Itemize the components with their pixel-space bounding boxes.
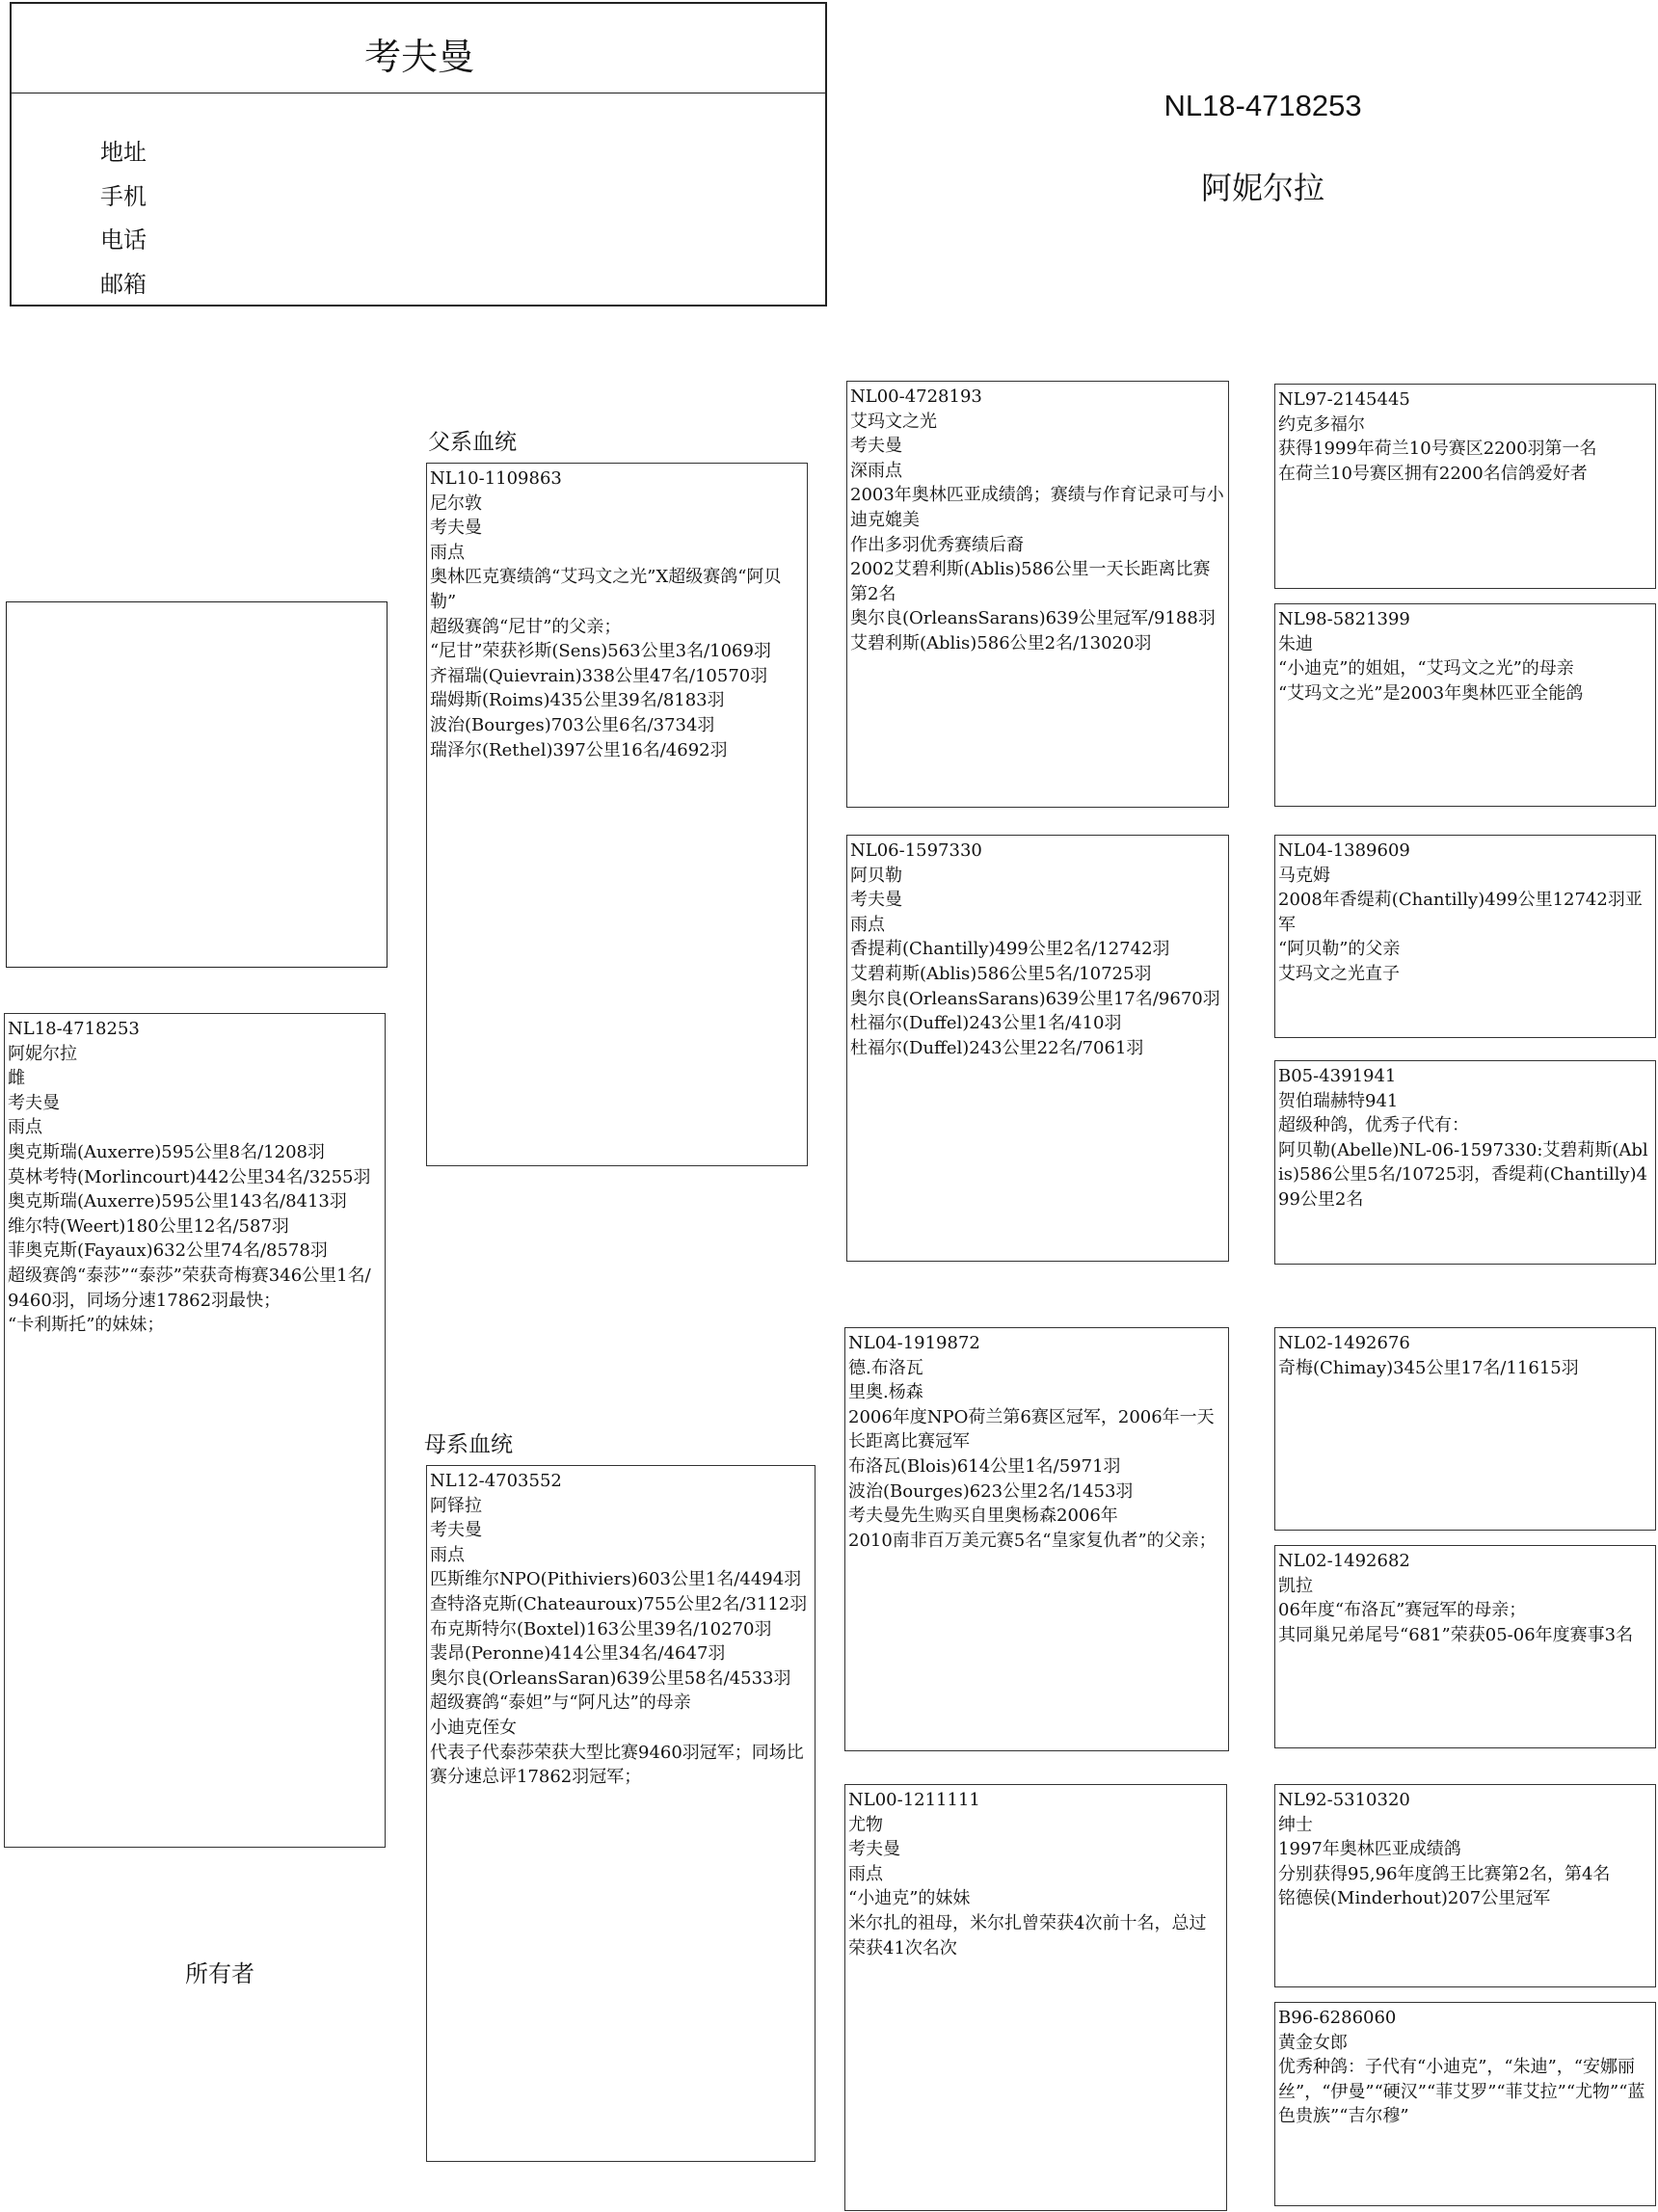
card-text-line: 考夫曼	[430, 1520, 482, 1541]
card-text-line: “艾玛文之光”是2003年奥林匹亚全能鸽	[1278, 682, 1584, 704]
pedigree-card-sire-sire	[846, 381, 1229, 808]
card-text-line: 裴昂(Peronne)414公里34名/4647羽	[430, 1643, 726, 1665]
card-text-line: “尼甘”荣获衫斯(Sens)563公里3名/1069羽	[430, 641, 771, 662]
card-ring-number: B05-4391941	[1278, 1066, 1397, 1086]
card-text-line: 绅士	[1278, 1814, 1313, 1835]
pigeon-ring-number: NL18-4718253	[1163, 89, 1362, 122]
card-ring-number: NL97-2145445	[1278, 389, 1410, 410]
card-text-line: 铭德侯(Minderhout)207公里冠军	[1278, 1888, 1551, 1909]
card-text-line: 作出多羽优秀赛绩后裔	[850, 534, 1024, 555]
card-text-line: 米尔扎的祖母，米尔扎曾荣获4次前十名，总过荣获41次名次	[848, 1912, 1207, 1959]
card-text-line: 雌	[8, 1068, 25, 1089]
card-text-line: 代表子代泰莎荣获大型比赛9460羽冠军；同场比赛分速总评17862羽冠军；	[430, 1742, 804, 1788]
card-text-line: 匹斯维尔NPO(Pithiviers)603公里1名/4494羽	[430, 1569, 802, 1590]
card-ring-number: NL02-1492682	[1278, 1551, 1410, 1571]
card-text-line: 考夫曼	[850, 436, 902, 457]
card-text-line: 阿贝勒	[850, 865, 902, 886]
card-text-line: 获得1999年荷兰10号赛区2200羽第一名	[1278, 439, 1597, 460]
card-text-line: 雨点	[850, 914, 885, 935]
card-text-line: 2010南非百万美元赛5名“皇家复仇者”的父亲；	[848, 1530, 1217, 1551]
card-text-line: 奥尔良(OrleansSarans)639公里17名/9670羽	[850, 988, 1220, 1009]
card-text-line: 尤物	[848, 1814, 883, 1835]
card-text-line: 尼尔敦	[430, 493, 482, 514]
card-text-line: 奇梅(Chimay)345公里17名/11615羽	[1278, 1357, 1579, 1378]
pedigree-card-dam	[426, 1465, 816, 2162]
card-text-line: 奥尔良(OrleansSaran)639公里58名/4533羽	[430, 1667, 791, 1689]
card-text-line: 菲奥克斯(Fayaux)632公里74名/8578羽	[8, 1240, 328, 1262]
card-text-line: 维尔特(Weert)180公里12名/587羽	[8, 1215, 289, 1237]
pedigree-card-dam-dam	[844, 1784, 1227, 2211]
card-ring-number: NL04-1389609	[1278, 840, 1410, 861]
card-text-line: 布洛瓦(Blois)614公里1名/5971羽	[848, 1455, 1121, 1477]
card-text-line: 深雨点	[850, 460, 902, 481]
pedigree-card-dds	[1274, 1784, 1656, 1987]
card-text-line: 阿妮尔拉	[8, 1043, 77, 1064]
card-text-line: 1997年奥林匹亚成绩鸽	[1278, 1839, 1461, 1860]
card-text-line: 布克斯特尔(Boxtel)163公里39名/10270羽	[430, 1618, 772, 1639]
pedigree-card-dam-sire	[844, 1327, 1229, 1751]
pedigree-card-sire	[426, 463, 808, 1166]
card-text-line: 杜福尔(Duffel)243公里1名/410羽	[850, 1013, 1122, 1034]
card-text-line: 雨点	[8, 1117, 42, 1138]
card-ring-number: NL12-4703552	[430, 1471, 562, 1491]
pedigree-card-ssd	[1274, 603, 1656, 807]
card-text-line: 在荷兰10号赛区拥有2200名信鸽爱好者	[1278, 463, 1588, 484]
card-text-line: 瑞姆斯(Roims)435公里39名/8183羽	[430, 690, 725, 711]
card-text-line: 雨点	[430, 1544, 465, 1565]
card-ring-number: NL00-4728193	[850, 386, 982, 407]
card-text-line: 考夫曼先生购买自里奥杨森2006年	[848, 1506, 1118, 1527]
card-text-line: “小迪克”的妹妹	[848, 1888, 971, 1909]
card-text-line: 超级赛鸽“泰莎”“泰莎”荣获奇梅赛346公里1名/9460羽，同场分速17862羽最快；	[8, 1265, 371, 1311]
card-text-line: 瑞泽尔(Rethel)397公里16名/4692羽	[430, 739, 728, 760]
owner-box	[10, 2, 827, 306]
card-text-line: 其同巢兄弟尾号“681”荣获05-06年度赛事3名	[1278, 1624, 1634, 1645]
card-ring-number: NL92-5310320	[1278, 1790, 1410, 1810]
pedigree-card-sss	[1274, 384, 1656, 589]
card-text-line: 马克姆	[1278, 865, 1330, 886]
owner-label: 所有者	[185, 1960, 254, 1987]
card-ring-number: NL00-1211111	[848, 1790, 980, 1810]
dam-line-label: 母系血统	[424, 1432, 513, 1457]
card-text-line: 查特洛克斯(Chateauroux)755公里2名/3112羽	[430, 1593, 808, 1614]
card-text-line: 06年度“布洛瓦”赛冠军的母亲；	[1278, 1600, 1527, 1621]
card-text-line: 艾碧莉斯(Ablis)586公里5名/10725羽	[850, 963, 1152, 984]
card-text-line: 考夫曼	[850, 890, 902, 911]
card-ring-number: NL02-1492676	[1278, 1333, 1410, 1353]
card-text-line: 雨点	[848, 1863, 883, 1884]
card-text-line: 艾玛文之光	[850, 411, 937, 432]
card-text-line: 优秀种鸽：子代有“小迪克”，“朱迪”，“安娜丽丝”，“伊曼”“硬汉”“菲艾罗”“菲艾拉”“尤物”“蓝色贵族”“吉尔穆”	[1278, 2057, 1645, 2127]
pedigree-card-ddd	[1274, 2002, 1656, 2206]
card-text-line: 贺伯瑞赫特941	[1278, 1090, 1399, 1111]
contact-email-label: 邮箱	[100, 271, 147, 298]
card-text-line: 奥克斯瑞(Auxerre)595公里143名/8413羽	[8, 1191, 347, 1213]
card-text-line: 2008年香缇莉(Chantilly)499公里12742羽亚军	[1278, 890, 1643, 935]
card-text-line: 考夫曼	[8, 1092, 60, 1113]
card-text-line: 奥克斯瑞(Auxerre)595公里8名/1208羽	[8, 1141, 325, 1162]
card-text-line: 香提莉(Chantilly)499公里2名/12742羽	[850, 939, 1170, 960]
card-text-line: “阿贝勒”的父亲	[1278, 939, 1401, 960]
card-text-line: 阿铎拉	[430, 1495, 482, 1516]
card-text-line: 超级赛鸽“尼甘”的父亲；	[430, 616, 622, 637]
pigeon-name: 阿妮尔拉	[1200, 170, 1324, 206]
card-text-line: 2002艾碧利斯(Ablis)586公里一天长距离比赛第2名	[850, 559, 1211, 604]
contact-address-label: 地址	[100, 139, 147, 166]
card-ring-number: NL10-1109863	[430, 468, 562, 489]
card-text-line: 奥林匹克赛绩鸽“艾玛文之光”X超级赛鸽“阿贝勒”	[430, 567, 782, 612]
card-text-line: 约克多福尔	[1278, 413, 1365, 435]
card-text-line: 齐福瑞(Quievrain)338公里47名/10570羽	[430, 665, 768, 686]
card-text-line: 黄金女郎	[1278, 2032, 1348, 2053]
pigeon-photo-frame	[6, 601, 388, 968]
pedigree-card-sds	[1274, 835, 1656, 1038]
card-text-line: 超级种鸽，优秀子代有：	[1278, 1115, 1469, 1136]
pedigree-card-sire-dam	[846, 835, 1229, 1262]
card-text-line: 阿贝勒(Abelle)NL-06-1597330:艾碧莉斯(Ablis)586公里5名/10725羽，香缇莉(Chantilly)499公里2名	[1278, 1139, 1648, 1210]
card-ring-number: NL04-1919872	[848, 1333, 980, 1353]
card-text-line: 考夫曼	[430, 518, 482, 539]
card-text-line: 朱迪	[1278, 633, 1313, 654]
card-text-line: 雨点	[430, 542, 465, 563]
card-text-line: 考夫曼	[848, 1839, 900, 1860]
card-ring-number: NL18-4718253	[8, 1019, 140, 1039]
pedigree-card-sdd	[1274, 1060, 1656, 1265]
pedigree-card-subject	[4, 1013, 386, 1848]
card-text-line: 艾碧利斯(Ablis)586公里2名/13020羽	[850, 632, 1152, 653]
pedigree-card-dss	[1274, 1327, 1656, 1531]
card-text-line: 莫林考特(Morlincourt)442公里34名/3255羽	[8, 1166, 371, 1187]
card-text-line: 奥尔良(OrleansSarans)639公里冠军/9188羽	[850, 608, 1216, 629]
card-text-line: 超级赛鸽“泰妲”与“阿凡达”的母亲	[430, 1692, 691, 1714]
card-text-line: 2003年奥林匹亚成绩鸽；赛绩与作育记录可与小迪克媲美	[850, 485, 1224, 530]
card-ring-number: NL06-1597330	[850, 840, 982, 861]
owner-name: 考夫曼	[363, 36, 474, 78]
contact-mobile-label: 手机	[100, 183, 147, 210]
card-text-line: 艾玛文之光直子	[1278, 963, 1400, 984]
card-ring-number: NL98-5821399	[1278, 609, 1410, 629]
contact-phone-label: 电话	[100, 227, 147, 253]
card-text-line: 2006年度NPO荷兰第6赛区冠军，2006年一天长距离比赛冠军	[848, 1406, 1215, 1452]
card-text-line: “小迪克”的姐姐，“艾玛文之光”的母亲	[1278, 658, 1574, 680]
card-text-line: 小迪克侄女	[430, 1717, 517, 1738]
card-text-line: “卡利斯托”的妹妹；	[8, 1315, 165, 1336]
card-text-line: 德.布洛瓦	[848, 1357, 923, 1378]
sire-line-label: 父系血统	[428, 430, 517, 455]
card-text-line: 分别获得95,96年度鸽王比赛第2名，第4名	[1278, 1863, 1611, 1884]
card-text-line: 凯拉	[1278, 1575, 1313, 1596]
pedigree-card-dsd	[1274, 1545, 1656, 1748]
card-text-line: 波治(Bourges)703公里6名/3734羽	[430, 714, 715, 735]
card-text-line: 杜福尔(Duffel)243公里22名/7061羽	[850, 1037, 1144, 1058]
card-text-line: 波治(Bourges)623公里2名/1453羽	[848, 1480, 1134, 1502]
card-ring-number: B96-6286060	[1278, 2008, 1397, 2028]
card-text-line: 里奥.杨森	[848, 1382, 923, 1403]
